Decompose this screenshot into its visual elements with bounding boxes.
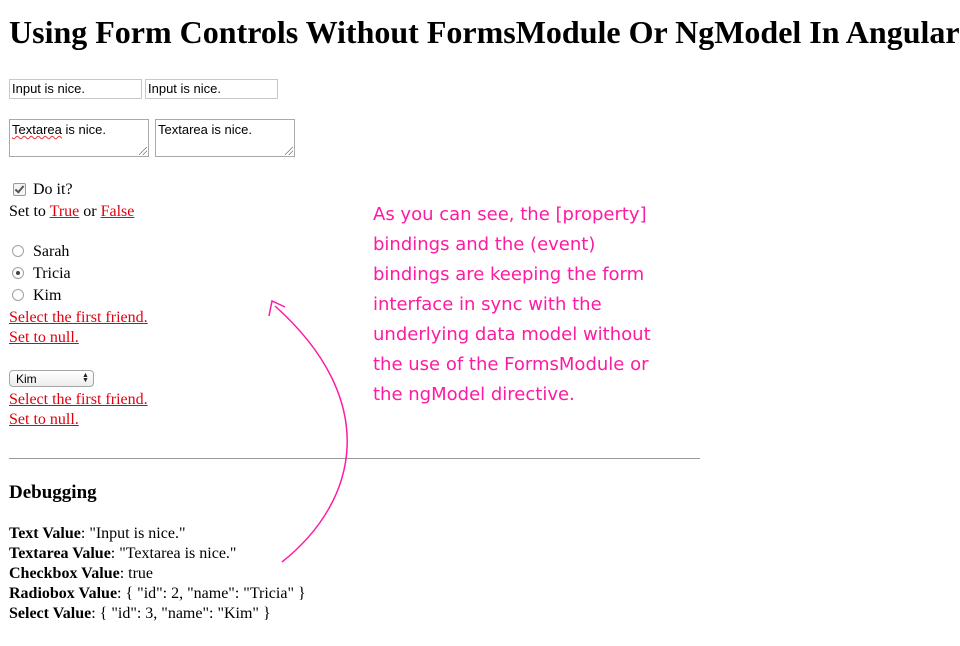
debug-label: Select Value <box>9 605 92 622</box>
resize-handle-icon[interactable] <box>139 147 147 155</box>
debug-label: Text Value <box>9 525 81 542</box>
textarea-1-spellcheck-word: Textarea <box>12 122 62 137</box>
textarea-1[interactable] <box>9 119 149 157</box>
radio-tricia-label: Tricia <box>33 265 71 282</box>
radio-select-first-link[interactable]: Select the first friend. <box>9 309 148 326</box>
select-value: Kim <box>16 372 37 386</box>
debug-line-text <box>9 524 185 544</box>
page-title: Using Form Controls Without FormsModule Or NgModel In Angular <box>9 14 960 50</box>
text-input-2[interactable] <box>145 79 278 99</box>
checkbox-label: Do it? <box>33 181 73 198</box>
annotation-line: As you can see, the [property] <box>373 204 647 225</box>
debug-line-radiobox <box>9 584 306 604</box>
annotation-line: bindings are keeping the form <box>373 264 645 285</box>
text-input-2-value: Input is nice. <box>148 81 221 96</box>
debug-label: Checkbox Value <box>9 565 120 582</box>
debug-line-select <box>9 604 271 624</box>
textarea-2-value: Textarea is nice. <box>158 122 252 137</box>
debug-value: : { "id": 2, "name": "Tricia" } <box>117 585 306 602</box>
radio-kim-label: Kim <box>33 287 62 304</box>
divider <box>9 458 700 459</box>
set-to-label: Set to <box>9 203 46 220</box>
debug-line-checkbox <box>9 564 153 584</box>
select-first-link[interactable]: Select the first friend. <box>9 391 148 408</box>
set-true-link[interactable]: True <box>49 203 80 220</box>
annotation-line: the ngModel directive. <box>373 384 575 405</box>
text-input-1-value: Input is nice. <box>12 81 85 96</box>
annotation-line: underlying data model without <box>373 324 651 345</box>
annotation-line: the use of the FormsModule or <box>373 354 649 375</box>
debug-value: : true <box>119 565 154 582</box>
select-set-null-link[interactable]: Set to null. <box>9 411 79 428</box>
set-false-link[interactable]: False <box>100 203 135 220</box>
textarea-1-rest: is nice. <box>61 122 106 137</box>
annotation-line: bindings and the (event) <box>373 234 596 255</box>
debug-line-textarea <box>9 544 236 564</box>
annotation-line: interface in sync with the <box>373 294 602 315</box>
debug-value: : "Input is nice." <box>80 525 186 542</box>
debugging-heading: Debugging <box>9 482 97 503</box>
textarea-2[interactable] <box>155 119 295 157</box>
radio-sarah-label: Sarah <box>33 243 70 260</box>
select-arrows-icon: ▲ ▼ <box>82 372 89 384</box>
radio-set-null-link[interactable]: Set to null. <box>9 329 79 346</box>
debug-value: : { "id": 3, "name": "Kim" } <box>91 605 271 622</box>
annotation-note <box>373 200 693 410</box>
debug-value: : "Textarea is nice." <box>110 545 237 562</box>
do-it-checkbox[interactable] <box>13 183 26 196</box>
friend-select[interactable] <box>9 370 94 387</box>
debug-label: Textarea Value <box>9 545 111 562</box>
radio-sarah[interactable] <box>12 245 24 257</box>
debug-label: Radiobox Value <box>9 585 118 602</box>
resize-handle-icon[interactable] <box>285 147 293 155</box>
radio-kim[interactable] <box>12 289 24 301</box>
text-input-1[interactable] <box>9 79 142 99</box>
set-to-row <box>9 202 134 221</box>
radio-tricia[interactable] <box>12 267 24 279</box>
or-label: or <box>83 203 97 220</box>
